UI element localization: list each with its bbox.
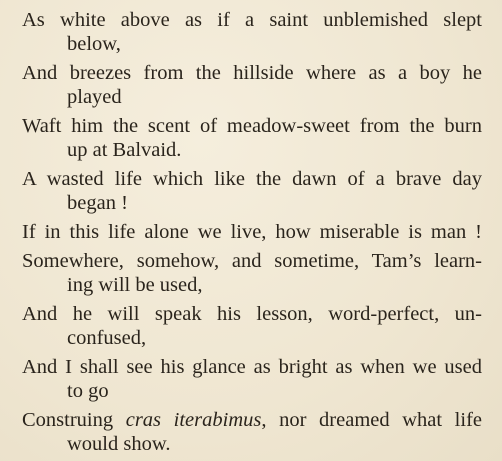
- verse-line-3-continuation: up at Balvaid.: [67, 139, 182, 161]
- verse-line-1: [22, 8, 482, 56]
- poem-text: [22, 8, 482, 461]
- verse-line-3-first: Waft him the scent of meadow-sweet from the burn: [22, 115, 482, 137]
- verse-line-9-post: , nor dreamed what life: [261, 409, 483, 431]
- verse-line-9-pre: Construing: [22, 409, 126, 431]
- latin-phrase: cras iterabimus: [125, 409, 262, 431]
- verse-line-4-continuation: began !: [67, 192, 128, 214]
- verse-line-1-first: As white above as if a saint unblemished slept: [22, 9, 482, 31]
- verse-line-6-first: Somewhere, somehow, and sometime, Tam’s learn-: [22, 250, 482, 272]
- verse-line-7: [22, 302, 482, 350]
- verse-line-7-continuation: confused,: [67, 327, 147, 349]
- verse-line-4-first: A wasted life which like the dawn of a brave day: [22, 168, 482, 190]
- verse-line-2-first: And breezes from the hillside where as a boy he: [22, 62, 482, 84]
- verse-line-6: [22, 249, 482, 297]
- verse-line-5: [22, 220, 482, 244]
- verse-line-9-continuation: would show.: [67, 433, 171, 455]
- verse-line-2: [22, 61, 482, 109]
- verse-line-4: [22, 167, 482, 215]
- verse-line-8: [22, 355, 482, 403]
- verse-line-7-first: And he will speak his lesson, word-perfect, un-: [22, 303, 482, 325]
- verse-line-6-continuation: ing will be used,: [67, 274, 203, 296]
- verse-line-9: [22, 408, 482, 456]
- verse-line-2-continuation: played: [67, 86, 122, 108]
- verse-line-5-first: If in this life alone we live, how miserable is man !: [22, 221, 482, 243]
- verse-line-3: [22, 114, 482, 162]
- verse-line-9-first: [22, 408, 482, 432]
- verse-line-8-first: And I shall see his glance as bright as when we used: [22, 356, 482, 378]
- verse-line-1-continuation: below,: [67, 33, 121, 55]
- verse-line-8-continuation: to go: [67, 380, 109, 402]
